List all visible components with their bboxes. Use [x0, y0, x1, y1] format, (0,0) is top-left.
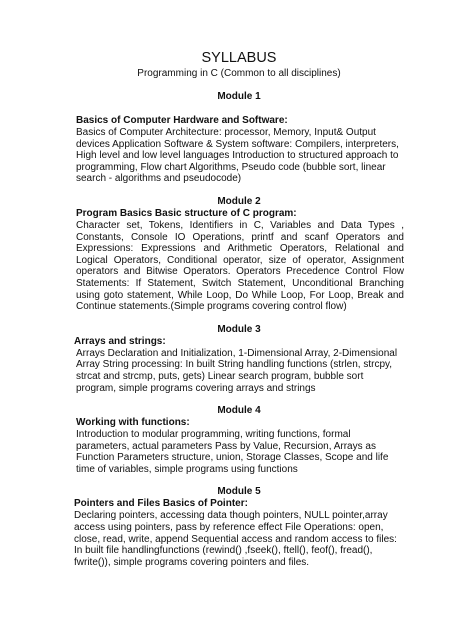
module-1-heading: Module 1 [217, 91, 261, 102]
module-5-section [74, 486, 404, 568]
module-1-body: Basics of Computer Architecture: processor, Memory, Input& Output devices Application Software & System software: Compilers, interpreters, High level and low level languages Introduction to structured approach to programming, Flow chart Algorithms, Pseudo code (bubble sort, linear search - algorithms and pseudocode) [76, 127, 399, 185]
module-3-title: Arrays and strings: [74, 335, 166, 347]
module-2-heading: Module 2 [217, 195, 261, 207]
module-3-section [74, 324, 404, 394]
module-5-heading: Module 5 [217, 486, 261, 498]
module-1-title: Basics of Computer Hardware and Software: [76, 115, 288, 126]
module-2-body: Character set, Tokens, Identifiers in C, Variables and Data Types , Constants, Console IO Operations, printf and scanf Operators and Expressions: Expressions and Arithmetic Operators, Relational and Logical Operators, Conditional operator, size of operator, Assignment operators and Bitwise Operators. Operators Precedence Control Flow Statements: If Statement, Switch Statement, Unconditional Branching using goto statement, While Loop, Do While Loop, For Loop, Break and Continue statements.(Simple programs covering control flow) [76, 219, 404, 313]
module-2-section [74, 196, 404, 313]
module-3-heading: Module 3 [217, 323, 261, 335]
module-4-body: Introduction to modular programming, writing functions, formal parameters, actual parameters Pass by Value, Recursion, Arrays as Function Parameters structure, union, Storage Classes, Scope and life time of variables, simple programs using functions [76, 429, 389, 475]
module-3-body: Arrays Declaration and Initialization, 1-Dimensional Array, 2-Dimensional Array String processing: In built String handling functions (strlen, strcpy, strcat and strcmp, puts, gets) Linear search program, bubble sort program, simple programs covering arrays and strings [76, 347, 398, 394]
syllabus-page [74, 50, 404, 568]
module-4-heading: Module 4 [217, 405, 261, 417]
module-2-title: Program Basics Basic structure of C program: [76, 207, 297, 219]
module-1-section [74, 91, 404, 185]
page-subtitle: Programming in C (Common to all disciplines) [137, 68, 341, 79]
page-title: SYLLABUS [201, 50, 277, 66]
module-4-section [74, 405, 404, 475]
module-4-title: Working with functions: [76, 417, 190, 429]
module-5-body: Declaring pointers, accessing data though pointers, NULL pointer,array access using pointers, pass by reference effect File Operations: open, close, read, write, append Sequential access and random access to files: In built file handlingfunctions (rewind() ,fseek(), ftell(), feof(), fread(), fwrite()), simple programs covering pointers and files. [74, 510, 397, 568]
module-5-title: Pointers and Files Basics of Pointer: [74, 498, 248, 510]
